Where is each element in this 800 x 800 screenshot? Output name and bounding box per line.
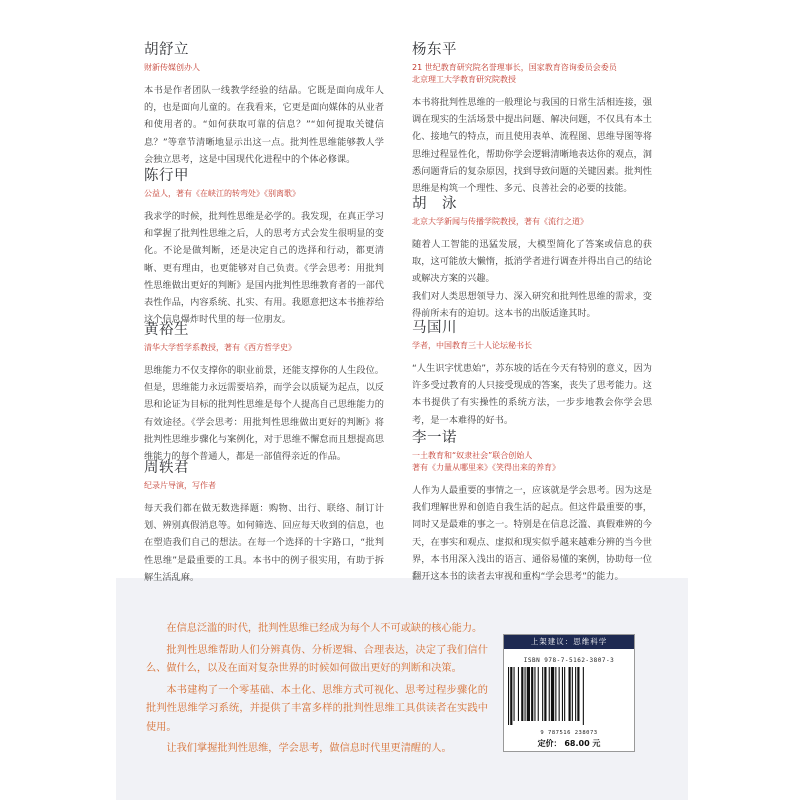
recommender-title: 财新传媒创办人: [144, 63, 200, 72]
barcode-panel: [503, 634, 635, 752]
recommender-name: 陈行甲: [144, 168, 189, 184]
recommendation-ma-guochuan: [412, 316, 652, 429]
summary-paragraph: 在信息泛滥的时代，批判性思维已经成为每个人不可或缺的核心能力。: [166, 623, 483, 634]
recommendation-zhou-yijun: [144, 456, 384, 586]
recommender-name: 胡舒立: [144, 42, 189, 58]
recommendation-text: [412, 94, 652, 197]
recommender-title: 21 世纪教育研究院名誉理事长，国家教育咨询委员会委员: [412, 63, 617, 72]
recommendation-text: [144, 82, 384, 168]
summary-paragraph: 批判性思维帮助人们分辨真伪、分析逻辑、合理表达，决定了我们信什么、做什么，以及在面对复杂世界的时候如何做出更好的判断和决策。: [146, 644, 488, 674]
recommender-title: 一土教育和“奴隶社会”联合创始人: [412, 451, 533, 460]
recommender-name: 杨东平: [412, 42, 457, 58]
book-summary: [146, 620, 488, 762]
recommendation-paragraph: 本书将批判性思维的一般理论与我国的日常生活相连接，强调在现实的生活场景中提出问题、解决问题，不仅具有本土化、接地气的特点，而且使用表单、流程图、思维导图等将思维过程显性化，帮助你学会逻辑清晰地表达你的观点，洞悉问题背后的复杂原因，找到导致问题的关键因素。批判性思维是构筑一个理性、多元、良善社会的必要的技能。: [412, 97, 652, 195]
recommendation-text: [412, 360, 652, 429]
recommender-name: 李一诺: [412, 430, 457, 446]
recommender-title: 北京理工大学教育研究院教授: [412, 75, 516, 84]
recommendation-paragraph: 人作为人最重要的事情之一，应该就是学会思考。因为这是我们理解世界和创造自我生活的起点。但这件最重要的事，同时又是最难的事之一。特别是在信息泛滥、真假难辨的今天，在事实和观点、虚拟和现实似乎越来越难分辨的当今世界，本书用深入浅出的语言、通俗易懂的案例，协助每一位翻开这本书的读者去审视和重构“学会思考”的能力。: [412, 485, 652, 583]
recommendation-paragraph: 每天我们都在做无数选择题：购物、出行、联络、制订计划、辨别真假消息等。如何筛选、回应每天收到的信息，也在塑造我们自己的想法。在每一个选择的十字路口，“批判性思维”是最重要的工具。本书中的例子很实用，有助于拆解生活乱麻。: [144, 503, 384, 583]
recommendation-text: [144, 362, 384, 465]
recommendation-paragraph: 我们对人类思想领导力、深入研究和批判性思维的需求，变得前所未有的迫切。这本书的出版适逢其时。: [412, 290, 652, 319]
recommendation-text: [144, 208, 384, 328]
recommendation-chen-xingjia: [144, 164, 384, 328]
recommendation-paragraph: “人生识字忧患始”，苏东坡的话在今天有特别的意义，因为许多受过教育的人只接受现成的答案，丧失了思考能力。这本书提供了有实操性的系统方法，一步步地教会你学会思考，是一本难得的好书。: [412, 363, 652, 426]
recommendation-paragraph: 随着人工智能的迅猛发展，大模型简化了答案或信息的获取，这可能放大懒惰，抵消学者进行调查并得出自己的结论或解决方案的兴趣。: [412, 239, 652, 285]
recommendation-text: [412, 482, 652, 585]
summary-paragraph: 本书建构了一个零基础、本土化、思维方式可视化、思考过程步骤化的批判性思维学习系统，并提供了丰富多样的批判性思维工具供读者在实践中使用。: [146, 684, 488, 733]
recommender-title: 公益人，著有《在峡江的转弯处》《别离歌》: [144, 189, 300, 198]
recommendation-text: [412, 236, 652, 322]
barcode-icon: [504, 667, 614, 725]
recommendation-hu-shuli: [144, 38, 384, 168]
recommendation-text: [144, 500, 384, 586]
recommendation-li-yinuo: [412, 426, 652, 585]
barcode-digits: 9 787516 238073: [540, 730, 598, 736]
recommendation-paragraph: 思维能力不仅支撑你的职业前景，还能支撑你的人生段位。但是，思维能力永远需要培养，而学会以质疑为起点，以反思和论证为目标的批判性思维是每个人提高自己思维能力的有效途径。《学会思考：用批判性思维做出更好的判断》将批判性思维步骤化与案例化，对于思维不懈怠而且想提高思维能力的每个普通人，都是一部值得亲近的作品。: [144, 365, 384, 463]
recommender-name: 马国川: [412, 320, 457, 336]
recommendation-hu-yong: [412, 192, 652, 322]
recommendation-paragraph: 我求学的时候，批判性思维是必学的。我发现，在真正学习和掌握了批判性思维之后，人的思考方式会发生很明显的变化。不论是做判断，还是决定自己的选择和行动，都更清晰、更有理由，也更能够对自己负责。《学会思考：用批判性思维做出更好的判断》是国内批判性思维教育者的一部代表性作品，内容系统、扎实、有用。我愿意把这本书推荐给这个信息爆炸时代里的每一位朋友。: [144, 211, 384, 326]
recommendation-paragraph: 本书是作者团队一线教学经验的结晶。它既是面向成年人的，也是面向儿童的。在我看来，它更是面向媒体的从业者和使用者的。“如何获取可靠的信息？”“如何提取关键信息？”等章节清晰地显示出这一点。批判性思维能够教人学会独立思考，这是中国现代化进程中的个体必修课。: [144, 85, 384, 165]
recommender-name: 周轶君: [144, 460, 189, 476]
recommendation-huang-yusheng: [144, 318, 384, 465]
recommender-title: 纪录片导演，写作者: [144, 481, 216, 490]
recommender-title: 北京大学新闻与传播学院教授，著有《流行之道》: [412, 217, 588, 226]
isbn-label: ISBN 978-7-5162-3807-3: [523, 657, 615, 664]
recommender-name: 黄裕生: [144, 322, 189, 338]
summary-paragraph: 让我们掌握批判性思维，学会思考，做信息时代里更清醒的人。: [166, 743, 452, 754]
recommender-title: 清华大学哲学系教授，著有《西方哲学史》: [144, 343, 296, 352]
recommender-title: 著有《力量从哪里来》《笑得出来的养育》: [412, 463, 560, 472]
price-label: 定价： 68.00 元: [537, 739, 601, 748]
recommender-name: 胡 泳: [412, 196, 457, 212]
recommendation-yang-dongping: [412, 38, 652, 197]
recommender-title: 学者，中国教育三十人论坛秘书长: [412, 341, 532, 350]
shelving-category: 上架建议：思维科学: [504, 635, 634, 649]
